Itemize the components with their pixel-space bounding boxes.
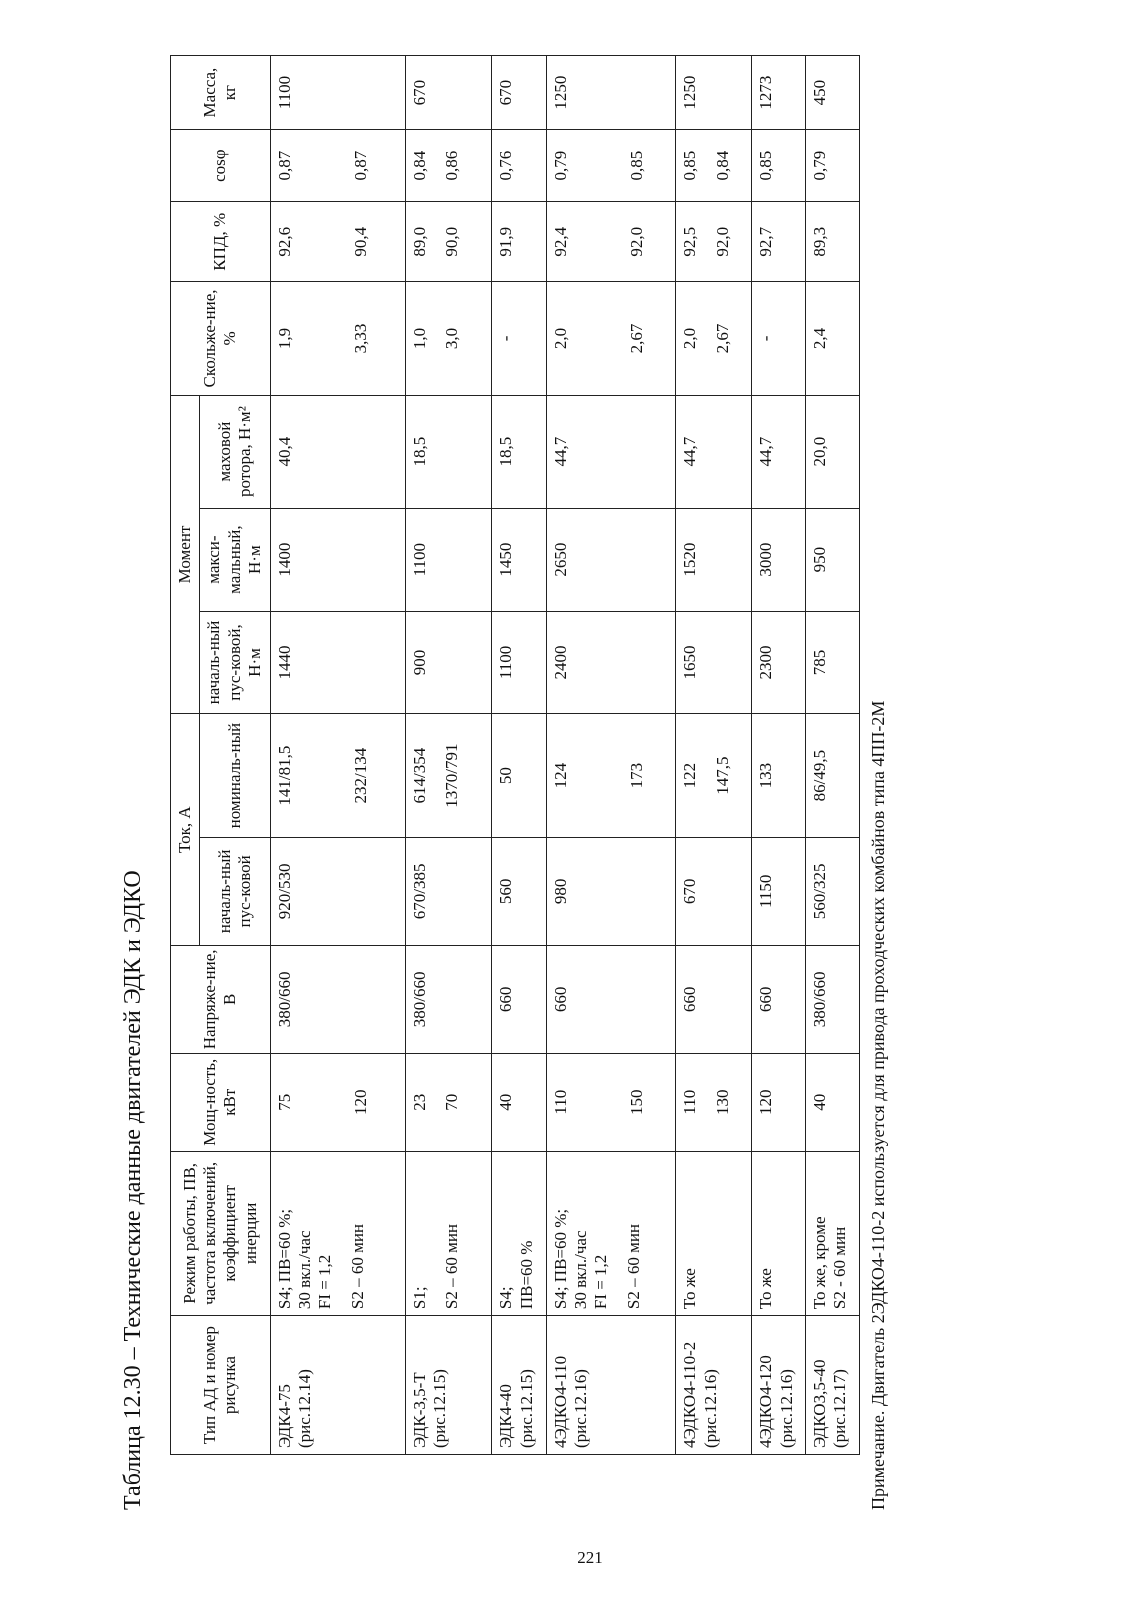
cell-cosphi: 0,76 (492, 130, 546, 202)
cell-cosphi: 0,84 0,86 (405, 130, 492, 202)
cell-current-nominal: 50 (492, 714, 546, 837)
cell-moment-start: 1440 (270, 611, 405, 714)
cell-power: 40 (492, 1053, 546, 1151)
header-current-start: началь-ный пус-ковой (200, 837, 270, 945)
table-row (752, 56, 806, 1455)
cell-voltage: 660 (492, 945, 546, 1053)
header-mode: Режим работы, ПВ, частота включений, коэффициент инерции (171, 1151, 271, 1316)
cell-moment-start: 2400 (546, 611, 676, 714)
cell-voltage: 660 (676, 945, 752, 1053)
cell-mass: 1100 (270, 56, 405, 130)
cell-mode: S4; ПВ=60 %; 30 вкл./час FI = 1,2 S2 – 60 мин (270, 1151, 405, 1316)
header-slip: Скольже-ние, % (171, 282, 271, 395)
cell-efficiency: 92,7 (752, 202, 806, 282)
header-moment-start: началь-ный пус-ковой, Н·м (200, 611, 270, 714)
cell-voltage: 380/660 (405, 945, 492, 1053)
table-title: Таблица 12.30 – Технические данные двигателей ЭДК и ЭДКО (120, 870, 146, 1510)
cell-moment-rotor: 44,7 (676, 395, 752, 508)
cell-moment-rotor: 44,7 (546, 395, 676, 508)
cell-power: 23 70 (405, 1053, 492, 1151)
table-row (806, 56, 860, 1455)
cell-current-nominal: 86/49,5 (806, 714, 860, 837)
cell-moment-max: 950 (806, 508, 860, 611)
cell-current-nominal: 133 (752, 714, 806, 837)
header-voltage: Напряже-ние, В (171, 945, 271, 1053)
cell-power: 110 130 (676, 1053, 752, 1151)
cell-moment-max: 1520 (676, 508, 752, 611)
cell-mode: То же (752, 1151, 806, 1316)
cell-mass: 1273 (752, 56, 806, 130)
cell-power: 120 (752, 1053, 806, 1151)
table-row (676, 56, 752, 1455)
header-moment-group: Момент (171, 395, 200, 714)
cell-voltage: 380/660 (806, 945, 860, 1053)
cell-current-nominal: 614/354 1370/791 (405, 714, 492, 837)
table-row (492, 56, 546, 1455)
cell-voltage: 660 (546, 945, 676, 1053)
cell-current-nominal: 124 173 (546, 714, 676, 837)
cell-type: ЭДК4-75 (рис.12.14) (270, 1316, 405, 1455)
cell-mode: То же, кроме S2 - 60 мин (806, 1151, 860, 1316)
page-number: 221 (577, 1548, 603, 1567)
cell-moment-rotor: 18,5 (405, 395, 492, 508)
header-current-group: Ток, А (171, 714, 200, 945)
cell-mode: S4; ПВ=60 % (492, 1151, 546, 1316)
cell-moment-start: 900 (405, 611, 492, 714)
header-moment-rotor: маховой ротора, Н·м² (200, 395, 270, 508)
cell-mass: 670 (492, 56, 546, 130)
cell-current-start: 670/385 (405, 837, 492, 945)
header-current-nominal: номиналь-ный (200, 714, 270, 837)
cell-power: 110 150 (546, 1053, 676, 1151)
cell-mass: 450 (806, 56, 860, 130)
table-row (270, 56, 405, 1455)
cell-mass: 670 (405, 56, 492, 130)
cell-moment-start: 1100 (492, 611, 546, 714)
cell-mass: 1250 (676, 56, 752, 130)
cell-moment-max: 1100 (405, 508, 492, 611)
cell-voltage: 660 (752, 945, 806, 1053)
cell-mass: 1250 (546, 56, 676, 130)
table-row (405, 56, 492, 1455)
header-type: Тип АД и номер рисунка (171, 1316, 271, 1455)
rotated-table-page (120, 50, 900, 1510)
cell-slip: - (492, 282, 546, 395)
cell-moment-start: 2300 (752, 611, 806, 714)
cell-current-nominal: 141/81,5 232/134 (270, 714, 405, 837)
cell-slip: 1,0 3,0 (405, 282, 492, 395)
cell-current-start: 980 (546, 837, 676, 945)
cell-moment-max: 1400 (270, 508, 405, 611)
cell-cosphi: 0,79 (806, 130, 860, 202)
cell-current-nominal: 122 147,5 (676, 714, 752, 837)
cell-slip: 2,0 2,67 (546, 282, 676, 395)
cell-type: 4ЭДКО4-110 (рис.12.16) (546, 1316, 676, 1455)
cell-slip: 1,9 3,33 (270, 282, 405, 395)
cell-type: ЭДК4-40 (рис.12.15) (492, 1316, 546, 1455)
cell-efficiency: 91,9 (492, 202, 546, 282)
header-power: Мощ-ность, кВт (171, 1053, 271, 1151)
cell-current-start: 1150 (752, 837, 806, 945)
cell-cosphi: 0,85 (752, 130, 806, 202)
cell-efficiency: 92,6 90,4 (270, 202, 405, 282)
cell-efficiency: 89,0 90,0 (405, 202, 492, 282)
cell-type: 4ЭДКО4-110-2 (рис.12.16) (676, 1316, 752, 1455)
header-cosphi: cosφ (171, 130, 271, 202)
cell-moment-max: 3000 (752, 508, 806, 611)
cell-moment-rotor: 44,7 (752, 395, 806, 508)
cell-type: 4ЭДКО4-120 (рис.12.16) (752, 1316, 806, 1455)
cell-slip: 2,4 (806, 282, 860, 395)
cell-cosphi: 0,85 0,84 (676, 130, 752, 202)
cell-type: ЭДКО3,5-40 (рис.12.17) (806, 1316, 860, 1455)
cell-current-start: 920/530 (270, 837, 405, 945)
cell-moment-rotor: 20,0 (806, 395, 860, 508)
cell-efficiency: 92,5 92,0 (676, 202, 752, 282)
cell-slip: - (752, 282, 806, 395)
cell-power: 40 (806, 1053, 860, 1151)
table-note: Примечание. Двигатель 2ЭДКО4-110-2 используется для привода проходческих комбайнов типа 4ПП-2М (868, 700, 888, 1510)
cell-moment-max: 2650 (546, 508, 676, 611)
cell-moment-start: 785 (806, 611, 860, 714)
cell-mode: S1; S2 – 60 мин (405, 1151, 492, 1316)
header-efficiency: КПД, % (171, 202, 271, 282)
cell-moment-rotor: 18,5 (492, 395, 546, 508)
cell-efficiency: 89,3 (806, 202, 860, 282)
cell-moment-max: 1450 (492, 508, 546, 611)
table-row (546, 56, 676, 1455)
cell-current-start: 560/325 (806, 837, 860, 945)
header-mass: Масса, кг (171, 56, 271, 130)
cell-efficiency: 92,4 92,0 (546, 202, 676, 282)
motor-data-table (170, 55, 860, 1455)
cell-voltage: 380/660 (270, 945, 405, 1053)
header-row-1 (171, 56, 200, 1455)
cell-mode: S4; ПВ=60 %; 30 вкл./час FI = 1,2 S2 – 60 мин (546, 1151, 676, 1316)
cell-moment-start: 1650 (676, 611, 752, 714)
cell-moment-rotor: 40,4 (270, 395, 405, 508)
cell-cosphi: 0,79 0,85 (546, 130, 676, 202)
cell-power: 75 120 (270, 1053, 405, 1151)
cell-type: ЭДК-3,5-Т (рис.12.15) (405, 1316, 492, 1455)
cell-cosphi: 0,87 0,87 (270, 130, 405, 202)
cell-current-start: 560 (492, 837, 546, 945)
header-moment-max: макси-мальный, Н·м (200, 508, 270, 611)
cell-mode: То же (676, 1151, 752, 1316)
cell-current-start: 670 (676, 837, 752, 945)
cell-slip: 2,0 2,67 (676, 282, 752, 395)
